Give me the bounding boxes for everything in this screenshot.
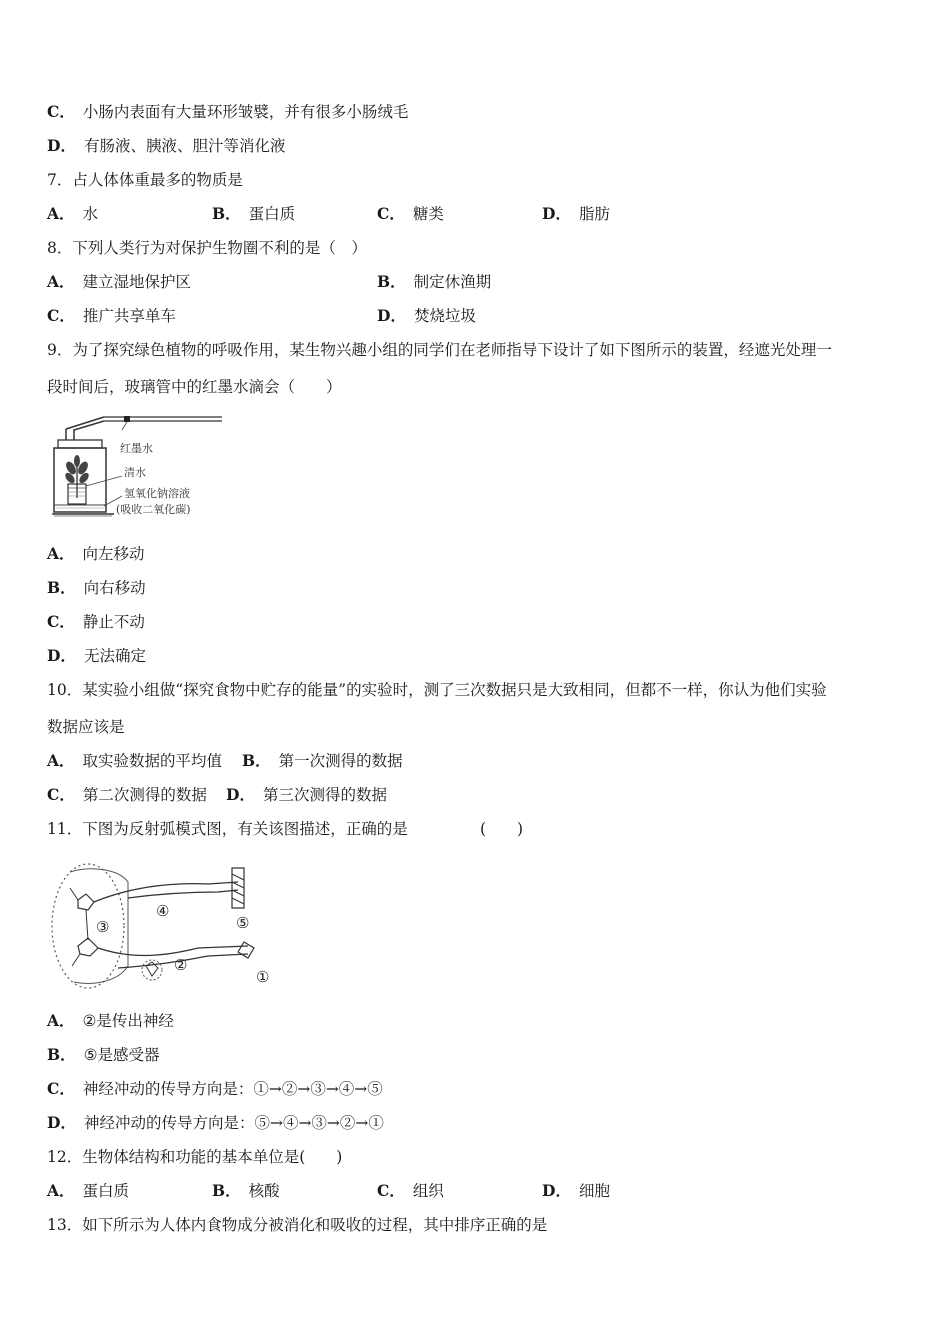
q8-option-c: C． 推广共享单车 (47, 306, 176, 325)
q7-stem: 7．占人体体重最多的物质是 (47, 171, 243, 189)
q12-option-a: A． 蛋白质 (47, 1181, 130, 1200)
q9-option-d: D． 无法确定 (47, 646, 146, 665)
q12-option-b: B． 核酸 (212, 1181, 280, 1200)
q6-option-c: C． 小肠内表面有大量环形皱襞，并有很多小肠绒毛 (47, 102, 409, 121)
q8-stem: 8．下列人类行为对保护生物圈不利的是（ ） (47, 239, 367, 257)
q11-option-a: A． ②是传出神经 (47, 1011, 174, 1030)
q13-stem: 13．如下所示为人体内食物成分被消化和吸收的过程，其中排序正确的是 (47, 1216, 548, 1234)
q11-option-c: C． 神经冲动的传导方向是：①→②→③→④→⑤ (47, 1079, 383, 1098)
q7-option-a: A． 水 (47, 204, 99, 223)
q11-answer-bracket: ( ) (480, 820, 524, 838)
label-absorb-co2: (吸收二氧化碳) (116, 503, 191, 516)
q10-stem-line2: 数据应该是 (47, 718, 125, 736)
q8-option-d: D． 焚烧垃圾 (377, 306, 476, 325)
label-5: ⑤ (236, 914, 250, 932)
q10-option-c: C． 第二次测得的数据 (47, 785, 207, 804)
q12-option-d: D． 细胞 (542, 1181, 610, 1200)
q11-option-d: D． 神经冲动的传导方向是：⑤→④→③→②→① (47, 1113, 384, 1132)
q12-stem: 12．生物体结构和功能的基本单位是( ) (47, 1148, 343, 1166)
q11-option-b: B． ⑤是感受器 (47, 1045, 160, 1064)
q11-stem: 11．下图为反射弧模式图，有关该图描述，正确的是 (47, 820, 408, 838)
q10-option-d: D． 第三次测得的数据 (226, 785, 387, 804)
label-red-ink: 红墨水 (120, 442, 153, 455)
q10-option-a: A． 取实验数据的平均值 (47, 751, 223, 770)
q10-option-b: B． 第一次测得的数据 (242, 751, 403, 770)
q6-option-d: D． 有肠液、胰液、胆汁等消化液 (47, 136, 286, 155)
q7-option-d: D． 脂肪 (542, 204, 610, 223)
q9-option-c: C． 静止不动 (47, 612, 145, 631)
label-naoh-solution: 氢氧化钠溶液 (124, 487, 190, 500)
respiration-apparatus-figure (44, 412, 224, 522)
q10-stem-line1: 10．某实验小组做“探究食物中贮存的能量”的实验时，测了三次数据只是大致相同，但都不一样，你认为他们实验 (47, 681, 827, 699)
q9-option-b: B． 向右移动 (47, 578, 146, 597)
label-2: ② (174, 956, 188, 974)
q7-option-b: B． 蛋白质 (212, 204, 296, 223)
label-clear-water: 清水 (124, 466, 146, 479)
label-4: ④ (156, 902, 170, 920)
q9-stem-line1: 9．为了探究绿色植物的呼吸作用，某生物兴趣小组的同学们在老师指导下设计了如下图所示的装置，经遮光处理一 (47, 341, 832, 359)
label-1: ① (256, 968, 270, 986)
q7-option-c: C． 糖类 (377, 204, 444, 223)
q12-option-c: C． 组织 (377, 1181, 444, 1200)
label-3: ③ (96, 918, 110, 936)
q9-option-a: A． 向左移动 (47, 544, 145, 563)
q8-option-a: A． 建立湿地保护区 (47, 272, 192, 291)
reflex-arc-figure (48, 858, 272, 994)
q9-stem-line2: 段时间后，玻璃管中的红墨水滴会（ ） (47, 378, 342, 396)
q8-option-b: B． 制定休渔期 (377, 272, 492, 291)
